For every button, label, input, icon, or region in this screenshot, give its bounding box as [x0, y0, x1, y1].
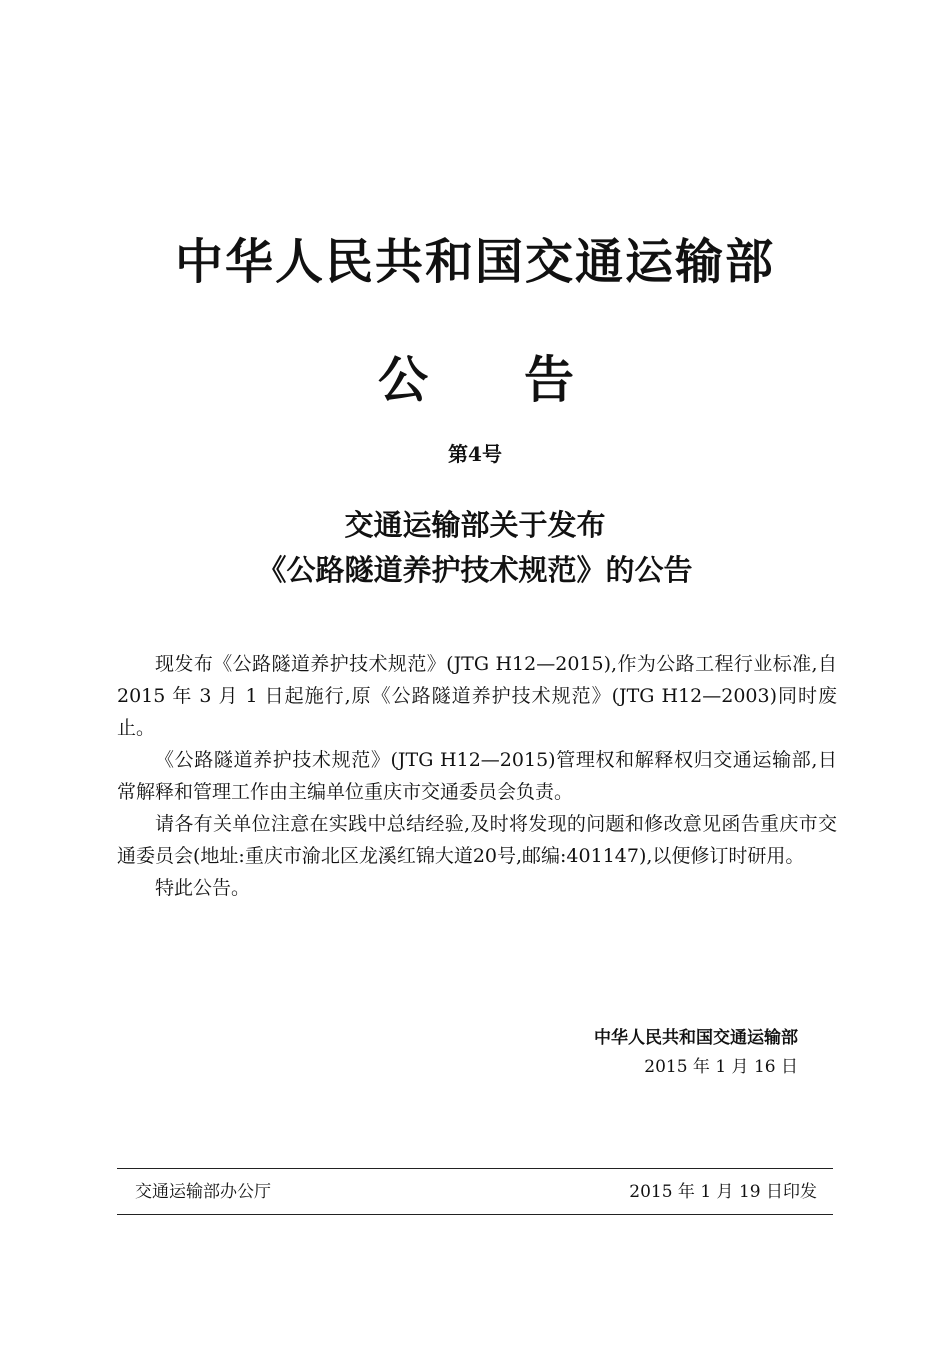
announcement-number: 第4号 [448, 442, 502, 466]
document-type-char-1: 公 [378, 351, 428, 409]
footer-top-divider [117, 1168, 833, 1169]
announcement-body [117, 648, 837, 904]
announcement-title-line-1: 交通运输部关于发布 [344, 508, 606, 542]
body-paragraph: 现发布《公路隧道养护技术规范》(JTG H12—2015),作为公路工程行业标准,自 2015 年 3 月 1 日起施行,原《公路隧道养护技术规范》(JTG H12—2003)同时废止。 [117, 653, 837, 739]
footer-issuer: 交通运输部办公厅 [135, 1182, 271, 1202]
document-type-heading [0, 345, 950, 415]
announcement-title-line-2: 《公路隧道养护技术规范》的公告 [257, 553, 693, 587]
ministry-heading: 中华人民共和国交通运输部 [174, 234, 775, 290]
body-paragraph: 特此公告。 [155, 877, 251, 899]
body-paragraph: 请各有关单位注意在实践中总结经验,及时将发现的问题和修改意见函告重庆市交通委员会(地址:重庆市渝北区龙溪红锦大道20号,邮编:401147),以便修订时研用。 [117, 813, 837, 867]
signature-organization: 中华人民共和国交通运输部 [594, 1028, 798, 1048]
body-paragraph: 《公路隧道养护技术规范》(JTG H12—2015)管理权和解释权归交通运输部,日常解释和管理工作由主编单位重庆市交通委员会负责。 [117, 749, 837, 803]
signature-date: 2015 年 1 月 16 日 [644, 1057, 798, 1077]
footer-print-date: 2015 年 1 月 19 日印发 [629, 1182, 817, 1202]
footer-bottom-divider [117, 1214, 833, 1215]
document-type-char-2: 告 [524, 351, 574, 409]
